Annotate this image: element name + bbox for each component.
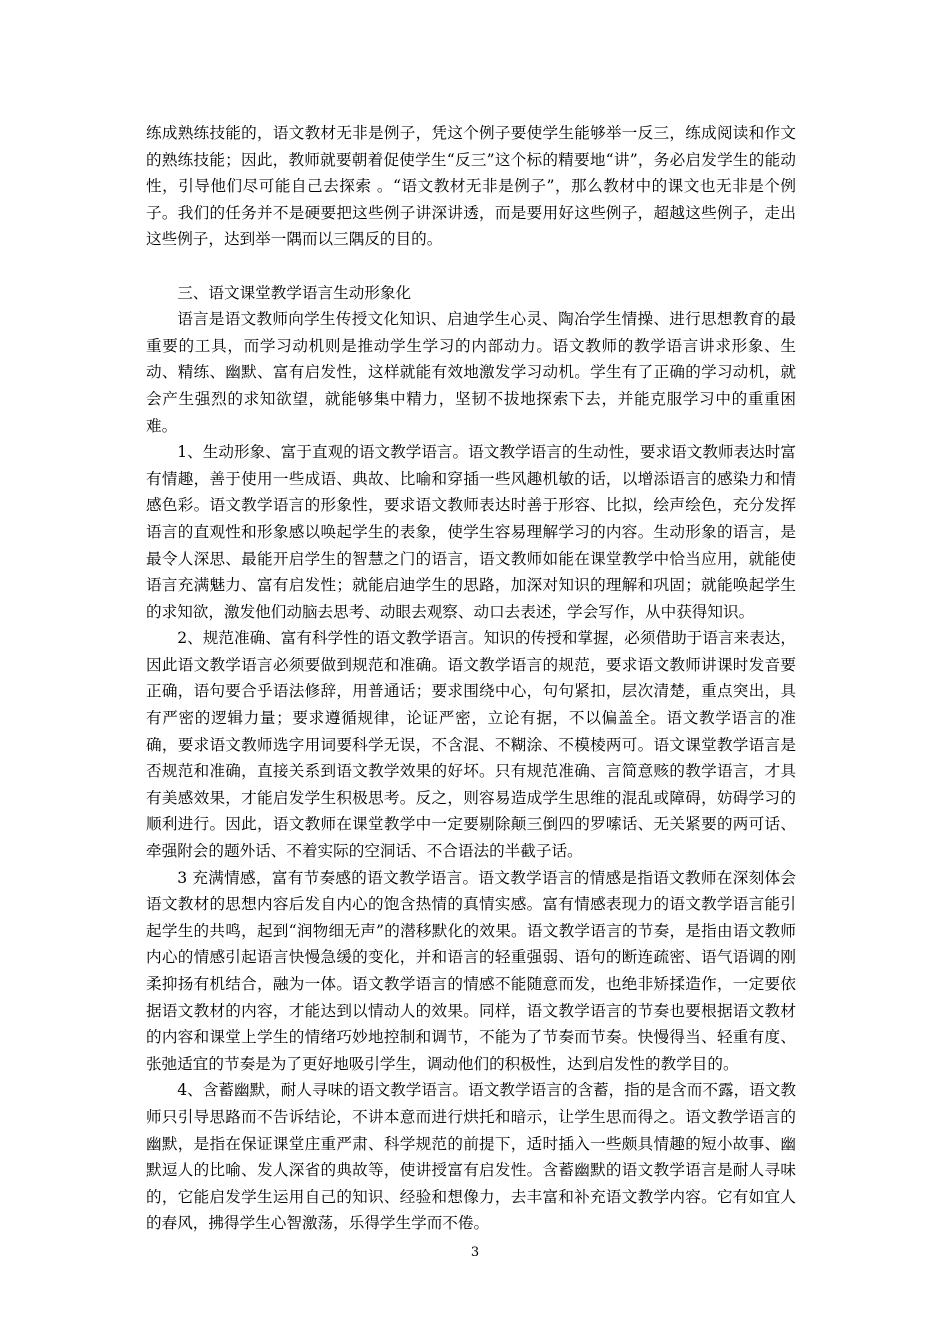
paragraph-point-4: 4、含蓄幽默，耐人寻味的语文教学语言。语文教学语言的含蓄，指的是含而不露，语文教师只引导思路而不告诉结论，不讲本意而进行烘托和暗示，让学生思而得之。语文教学语言的幽默，是指在保证课堂庄重严肃、科学规范的前提下，适时插入一些颇具情趣的短小故事、幽默逗人的比喻、发人深省的典故等，使讲授富有启发性。含蓄幽默的语文教学语言是耐人寻味的，它能启发学生运用自己的知识、经验和想像力，去丰富和补充语文教学内容。它有如宜人的春风，拂得学生心智激荡，乐得学生学而不倦。 bbox=[146, 1081, 796, 1233]
section-heading: 三、语文课堂教学语言生动形象化 bbox=[177, 283, 412, 302]
page-number: 3 bbox=[470, 1245, 480, 1260]
paragraph-intro: 语言是语文教师向学生传授文化知识、启迪学生心灵、陶冶学生情操、进行思想教育的最重要的工具，而学习动机则是推动学生学习的内部动力。语文教师的教学语言讲求形象、生动、精练、幽默、富有启发性，这样就能有效地激发学习动机。学生有了正确的学习动机，就会产生强烈的求知欲望，就能够集中精力，坚韧不拔地探索下去，并能克服学习中的重重困难。 bbox=[146, 310, 796, 435]
paragraph-continuation: 练成熟练技能的，语文教材无非是例子，凭这个例子要使学生能够举一反三，练成阅读和作文的熟练技能；因此，教师就要朝着促使学生“反三”这个标的精要地“讲”，务必启发学生的能动性，引导他们尽可能自己去探索 。“语文教材无非是例子”，那么教材中的课文也无非是个例子。我们的任务并不是硬要把这些例子讲深讲透，而是要用好这些例子，超越这些例子，走出这些例子，达到举一隅而以三隅反的目的。 bbox=[146, 124, 796, 249]
paragraph-point-1: 1、生动形象、富于直观的语文教学语言。语文教学语言的生动性，要求语文教师表达时富有情趣，善于使用一些成语、典故、比喻和穿插一些风趣机敏的话，以增添语言的感染力和情感色彩。语文教学语言的形象性，要求语文教师表达时善于形容、比拟，绘声绘色，充分发挥语言的直观性和形象感以唤起学生的表象，使学生容易理解学习的内容。生动形象的语言，是最令人深思、最能开启学生的智慧之门的语言，语文教师如能在课堂教学中恰当应用，就能使语言充满魅力、富有启发性；就能启迪学生的思路，加深对知识的理解和巩固；就能唤起学生的求知欲，激发他们动脑去思考、动眼去观察、动口去表述，学会写作，从中获得知识。 bbox=[146, 443, 796, 621]
paragraph-point-3: 3 充满情感，富有节奏感的语文教学语言。语文教学语言的情感是指语文教师在深刻体会语文教材的思想内容后发自内心的饱含热情的真情实感。富有情感表现力的语文教学语言能引起学生的共鸣，起到“润物细无声”的潜移默化的效果。语文教学语言的节奏，是指由语文教师内心的情感引起语言快慢急缓的变化，并和语言的轻重强弱、语句的断连疏密、语气语调的刚柔抑扬有机结合，融为一体。语文教学语言的情感不能随意而发，也绝非矫揉造作，一定要依据语文教材的内容，才能达到以情动人的效果。同样，语文教学语言的节奏也要根据语文教材的内容和课堂上学生的情绪巧妙地控制和调节，不能为了节奏而节奏。快慢得当、轻重有度、张弛适宜的节奏是为了更好地吸引学生，调动他们的积极性，达到启发性的教学目的。 bbox=[146, 868, 796, 1073]
document-body bbox=[146, 120, 796, 1237]
paragraph-point-2: 2、规范准确、富有科学性的语文教学语言。知识的传授和掌握，必须借助于语言来表达，因此语文教学语言必须要做到规范和准确。语文教学语言的规范，要求语文教师讲课时发音要正确，语句要合乎语法修辞，用普通话；要求围绕中心，句句紧扣，层次清楚，重点突出，具有严密的逻辑力量；要求遵循规律，论证严密，立论有据，不以偏盖全。语文教学语言的准确，要求语文教师选字用词要科学无误，不含混、不糊涂、不模棱两可。语文课堂教学语言是否规范和准确，直接关系到语文教学效果的好坏。只有规范准确、言简意赅的教学语言，才具有美感效果，才能启发学生积极思考。反之，则容易造成学生思维的混乱或障碍，妨碍学习的顺利进行。因此，语文教师在课堂教学中一定要剔除颠三倒四的罗嗦话、无关紧要的两可话、牵强附会的题外话、不着实际的空洞话、不合语法的半截子话。 bbox=[146, 629, 796, 861]
